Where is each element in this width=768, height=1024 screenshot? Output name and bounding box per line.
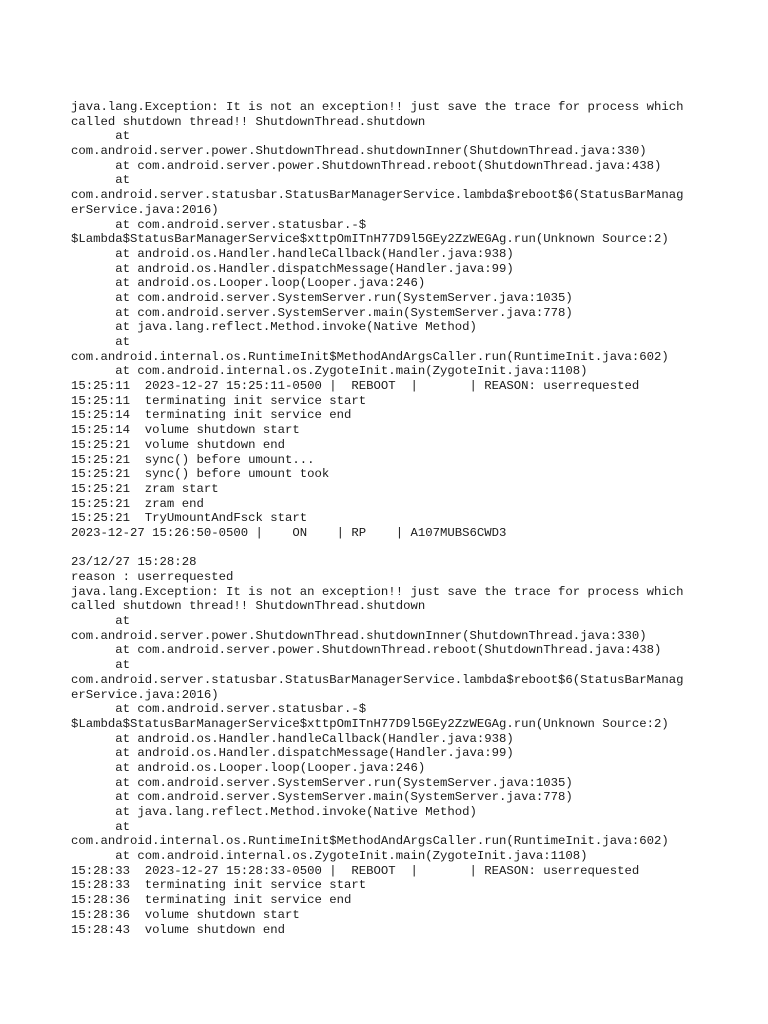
- log-line: 15:25:21 sync() before umount took: [71, 467, 330, 482]
- log-line: 15:25:21 zram end: [71, 496, 204, 511]
- log-line: at: [71, 129, 131, 144]
- log-line: at com.android.server.SystemServer.main(SystemServer.java:778): [71, 790, 573, 805]
- log-line: at com.android.internal.os.ZygoteInit.main(ZygoteInit.java:1108): [71, 364, 588, 379]
- log-line: [71, 541, 711, 556]
- log-line: reason : userrequested: [71, 570, 234, 584]
- log-line: 15:28:33 terminating init service start: [71, 878, 367, 893]
- log-line: at com.android.server.statusbar.-$: [71, 217, 367, 232]
- log-line: at: [71, 614, 131, 629]
- log-line: 2023-12-27 15:26:50-0500 | ON | RP | A107MUBS6CWD3: [71, 525, 507, 540]
- log-line: 15:28:33 2023-12-27 15:28:33-0500 | REBOOT | | REASON: userrequested: [71, 863, 640, 878]
- log-line: called shutdown thread!! ShutdownThread.shutdown: [71, 599, 426, 614]
- log-line: at com.android.server.power.ShutdownThread.reboot(ShutdownThread.java:438): [71, 643, 662, 658]
- log-line: at com.android.server.SystemServer.run(SystemServer.java:1035): [71, 290, 573, 305]
- log-line: at java.lang.reflect.Method.invoke(Native Method): [71, 805, 477, 819]
- log-line: at com.android.internal.os.ZygoteInit.main(ZygoteInit.java:1108): [71, 849, 588, 864]
- log-line: at: [71, 819, 131, 834]
- log-line: at java.lang.reflect.Method.invoke(Native Method): [71, 320, 477, 335]
- log-line: java.lang.Exception: It is not an exception!! just save the trace for process which: [71, 584, 684, 599]
- log-line: 23/12/27 15:28:28: [71, 555, 197, 570]
- log-line: 15:28:36 terminating init service end: [71, 893, 352, 908]
- log-line: java.lang.Exception: It is not an exception!! just save the trace for process which: [71, 100, 684, 114]
- log-line: com.android.server.power.ShutdownThread.shutdownInner(ShutdownThread.java:330): [71, 628, 647, 643]
- log-line: com.android.server.statusbar.StatusBarManagerService.lambda$reboot$6(StatusBarManag: [71, 672, 684, 687]
- log-document: [71, 100, 711, 937]
- log-line: at: [71, 173, 131, 188]
- log-line: $Lambda$StatusBarManagerService$xttpOmITnH77D9l5GEy2ZzWEGAg.run(Unknown Source:2): [71, 232, 669, 247]
- log-line: at: [71, 658, 131, 673]
- log-line: 15:25:21 TryUmountAndFsck start: [71, 511, 308, 526]
- log-line: 15:25:14 volume shutdown start: [71, 423, 300, 438]
- log-line: 15:28:36 volume shutdown start: [71, 907, 300, 922]
- log-line: at: [71, 335, 131, 349]
- log-line: com.android.server.statusbar.StatusBarManagerService.lambda$reboot$6(StatusBarManag: [71, 188, 684, 203]
- log-line: $Lambda$StatusBarManagerService$xttpOmITnH77D9l5GEy2ZzWEGAg.run(Unknown Source:2): [71, 716, 669, 731]
- log-line: com.android.internal.os.RuntimeInit$MethodAndArgsCaller.run(RuntimeInit.java:602): [71, 834, 669, 849]
- log-line: 15:25:14 terminating init service end: [71, 408, 352, 423]
- log-line: 15:25:21 volume shutdown end: [71, 437, 286, 452]
- log-line: 15:25:11 terminating init service start: [71, 393, 367, 408]
- log-line: at com.android.server.power.ShutdownThread.reboot(ShutdownThread.java:438): [71, 158, 662, 173]
- log-line: at com.android.server.SystemServer.run(SystemServer.java:1035): [71, 775, 573, 790]
- log-line: at android.os.Handler.dispatchMessage(Handler.java:99): [71, 746, 514, 761]
- log-line: at android.os.Handler.handleCallback(Handler.java:938): [71, 246, 514, 261]
- log-line: at com.android.server.SystemServer.main(SystemServer.java:778): [71, 305, 573, 320]
- log-line: 15:25:21 zram start: [71, 481, 219, 496]
- log-line: at android.os.Looper.loop(Looper.java:246): [71, 276, 426, 291]
- log-line: erService.java:2016): [71, 687, 219, 702]
- log-line: at android.os.Looper.loop(Looper.java:246): [71, 760, 426, 775]
- log-line: com.android.server.power.ShutdownThread.shutdownInner(ShutdownThread.java:330): [71, 144, 647, 159]
- log-line: 15:25:11 2023-12-27 15:25:11-0500 | REBOOT | | REASON: userrequested: [71, 379, 640, 394]
- log-line: erService.java:2016): [71, 202, 219, 217]
- log-line: at android.os.Handler.dispatchMessage(Handler.java:99): [71, 261, 514, 276]
- log-line: com.android.internal.os.RuntimeInit$MethodAndArgsCaller.run(RuntimeInit.java:602): [71, 349, 669, 364]
- log-line: at com.android.server.statusbar.-$: [71, 702, 367, 717]
- log-line: called shutdown thread!! ShutdownThread.shutdown: [71, 114, 426, 129]
- log-line: 15:28:43 volume shutdown end: [71, 922, 286, 937]
- log-line: at android.os.Handler.handleCallback(Handler.java:938): [71, 731, 514, 746]
- log-line: 15:25:21 sync() before umount...: [71, 452, 315, 467]
